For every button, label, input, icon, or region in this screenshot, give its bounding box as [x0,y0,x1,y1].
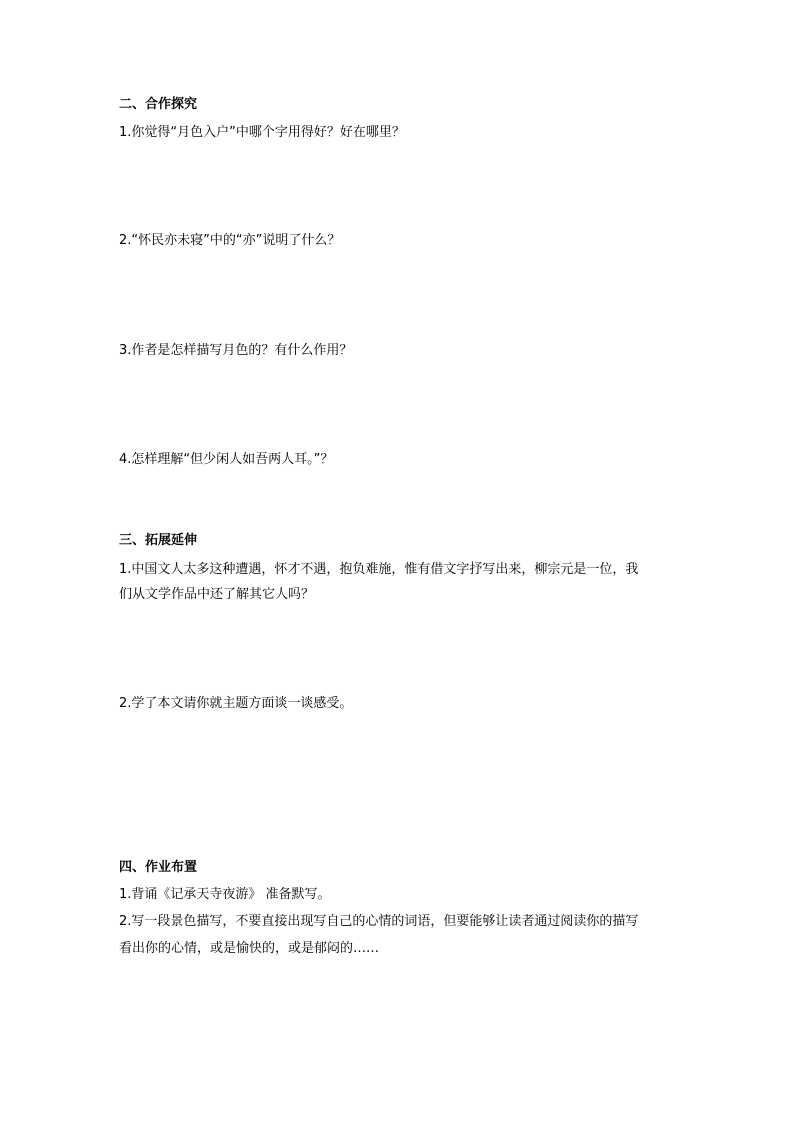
question-4: 4.怎样理解“但少闲人如吾两人耳。”？ [119,452,334,467]
question-2: 2.“怀民亦未寝”中的“亦”说明了什么？ [119,233,341,248]
section-heading-cooperative-inquiry: 二、合作探究 [119,97,198,112]
section-heading-homework: 四、作业布置 [119,860,198,875]
extension-question-2: 2.学了本文请你就主题方面谈一谈感受。 [119,696,353,711]
section-heading-extension: 三、拓展延伸 [119,533,198,548]
extension-question-1-line-2: 们从文学作品中还了解其它人吗？ [119,587,315,602]
extension-question-1-line-1: 1.中国文人太多这种遭遇，怀才不遇，抱负难施，惟有借文字抒写出来，柳宗元是一位，我 [119,562,639,577]
question-3: 3.作者是怎样描写月色的？有什么作用？ [119,343,353,358]
homework-task-2-line-1: 2.写一段景色描写，不要直接出现写自己的心情的词语，但要能够让读者通过阅读你的描写 [119,914,639,929]
homework-task-2-line-2: 看出你的心情，或是愉快的，或是郁闷的…… [119,941,380,956]
homework-task-1: 1.背诵《记承天寺夜游》 准备默写。 [119,887,331,902]
question-1: 1.你觉得“月色入户”中哪个字用得好？好在哪里？ [119,125,405,140]
